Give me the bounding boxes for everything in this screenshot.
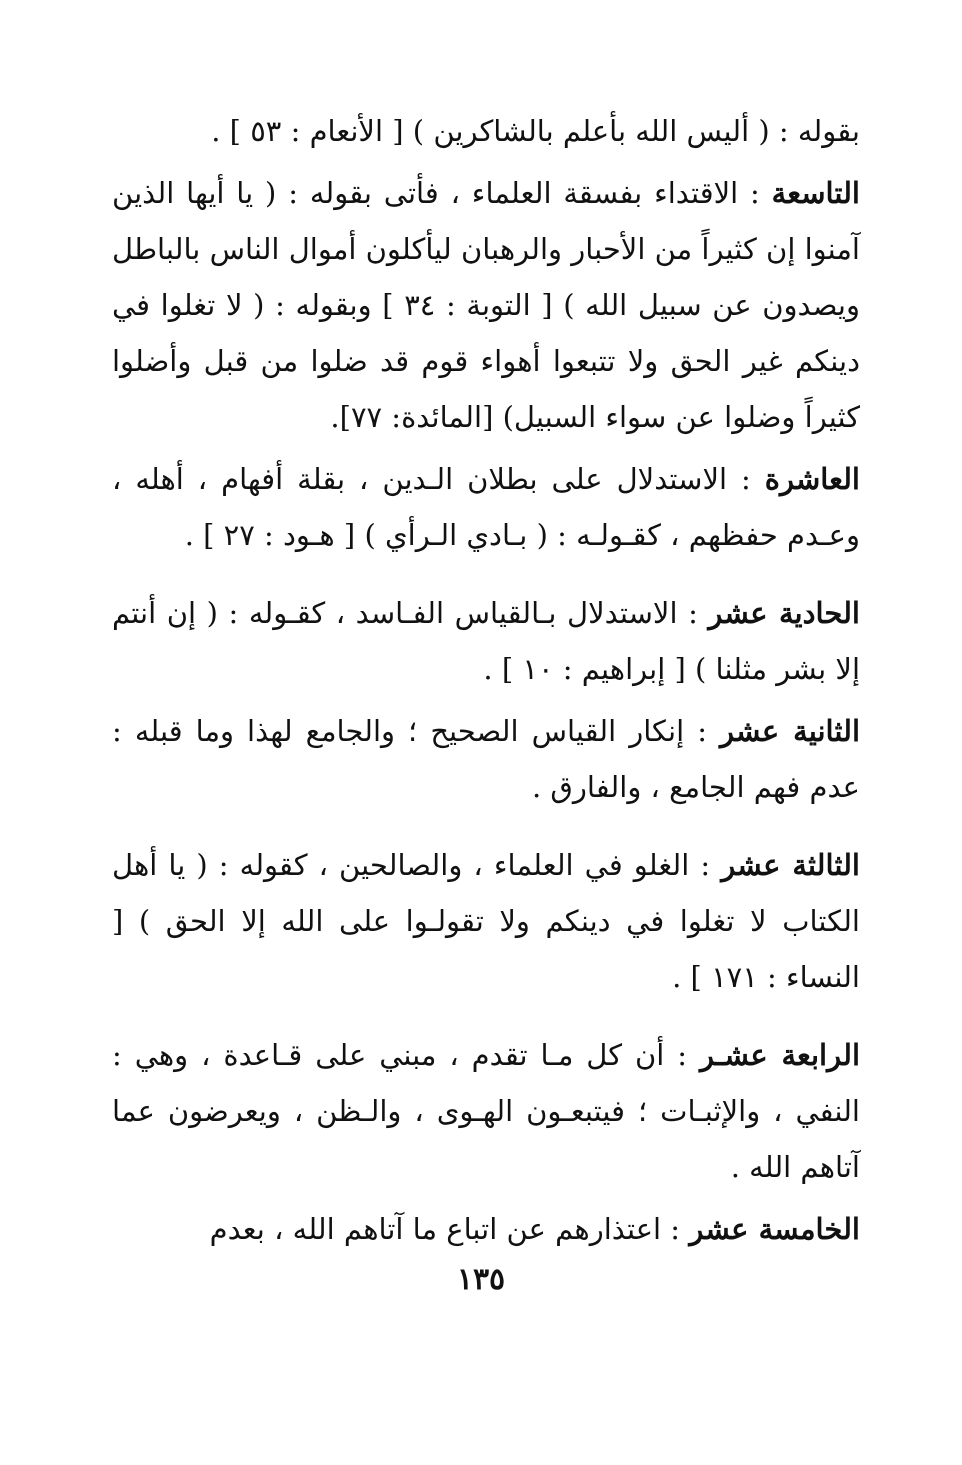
paragraph-fifteenth-text: : اعتذارهم عن اتباع ما آتاهم الله ، بعدم bbox=[209, 1212, 690, 1246]
paragraph-ninth bbox=[112, 165, 860, 445]
paragraph-ninth-heading: التاسعة bbox=[771, 176, 860, 210]
paragraph-tenth bbox=[112, 451, 860, 563]
paragraph-eleventh bbox=[112, 585, 860, 697]
paragraph-fourteenth-heading: الرابعة عشـر bbox=[699, 1038, 861, 1072]
page-body bbox=[112, 103, 860, 1263]
paragraph-fourteenth bbox=[112, 1027, 860, 1195]
page-number: ١٣٥ bbox=[456, 1262, 506, 1297]
paragraph-eleventh-heading: الحادية عشر bbox=[708, 596, 860, 630]
paragraph-thirteenth bbox=[112, 837, 860, 1005]
paragraph-eleventh-text: : الاستدلال بـالقياس الفـاسد ، كقـوله : ( إن أنتم إلا بشر مثلنا ) [ إبراهيم : ١٠ ] . bbox=[112, 596, 860, 686]
paragraph-twelfth-text: : إنكار القياس الصحيح ؛ والجامع لهذا وما قبله : عدم فهم الجامع ، والفارق . bbox=[112, 714, 860, 804]
paragraph-1 bbox=[112, 103, 860, 159]
paragraph-fourteenth-text: : أن كل مـا تقدم ، مبني على قـاعدة ، وهي : النفي ، والإثبـات ؛ فيتبعـون الهـوى ، والـظن ، ويعرضون عما آتاهم الله . bbox=[112, 1038, 860, 1184]
paragraph-twelfth bbox=[112, 703, 860, 815]
paragraph-tenth-text: : الاستدلال على بطلان الـدين ، بقلة أفهام ، أهله ، وعـدم حفظهم ، كقـولـه : ( بـادي الـرأي ) [ هـود : ٢٧ ] . bbox=[112, 462, 860, 552]
paragraph-ninth-text: : الاقتداء بفسقة العلماء ، فأتى بقوله : ( يا أيها الذين آمنوا إن كثيراً من الأحبار والرهبان ليأكلون أموال الناس بالباطل ويصدون عن سبيل الله ) [ التوبة : ٣٤ ] وبقوله : ( لا تغلوا في دينكم غير الحق ولا تتبعوا أهواء قوم قد ضلوا من قبل وأضلوا كثيراً وضلوا عن سواء السبيل) [المائدة: ٧٧]. bbox=[112, 176, 861, 434]
paragraph-thirteenth-heading: الثالثة عشر bbox=[721, 848, 860, 882]
paragraph-thirteenth-text: : الغلو في العلماء ، والصالحين ، كقوله : ( يا أهل الكتاب لا تغلوا في دينكم ولا تقولـوا على الله إلا الحق ) [ النساء : ١٧١ ] . bbox=[112, 848, 860, 994]
paragraph-tenth-heading: العاشرة bbox=[764, 462, 860, 496]
paragraph-1-text: بقوله : ( أليس الله بأعلم بالشاكرين ) [ الأنعام : ٥٣ ] . bbox=[211, 114, 860, 148]
paragraph-fifteenth bbox=[112, 1201, 860, 1257]
paragraph-twelfth-heading: الثانية عشر bbox=[720, 714, 860, 748]
paragraph-fifteenth-heading: الخامسة عشر bbox=[689, 1212, 860, 1246]
